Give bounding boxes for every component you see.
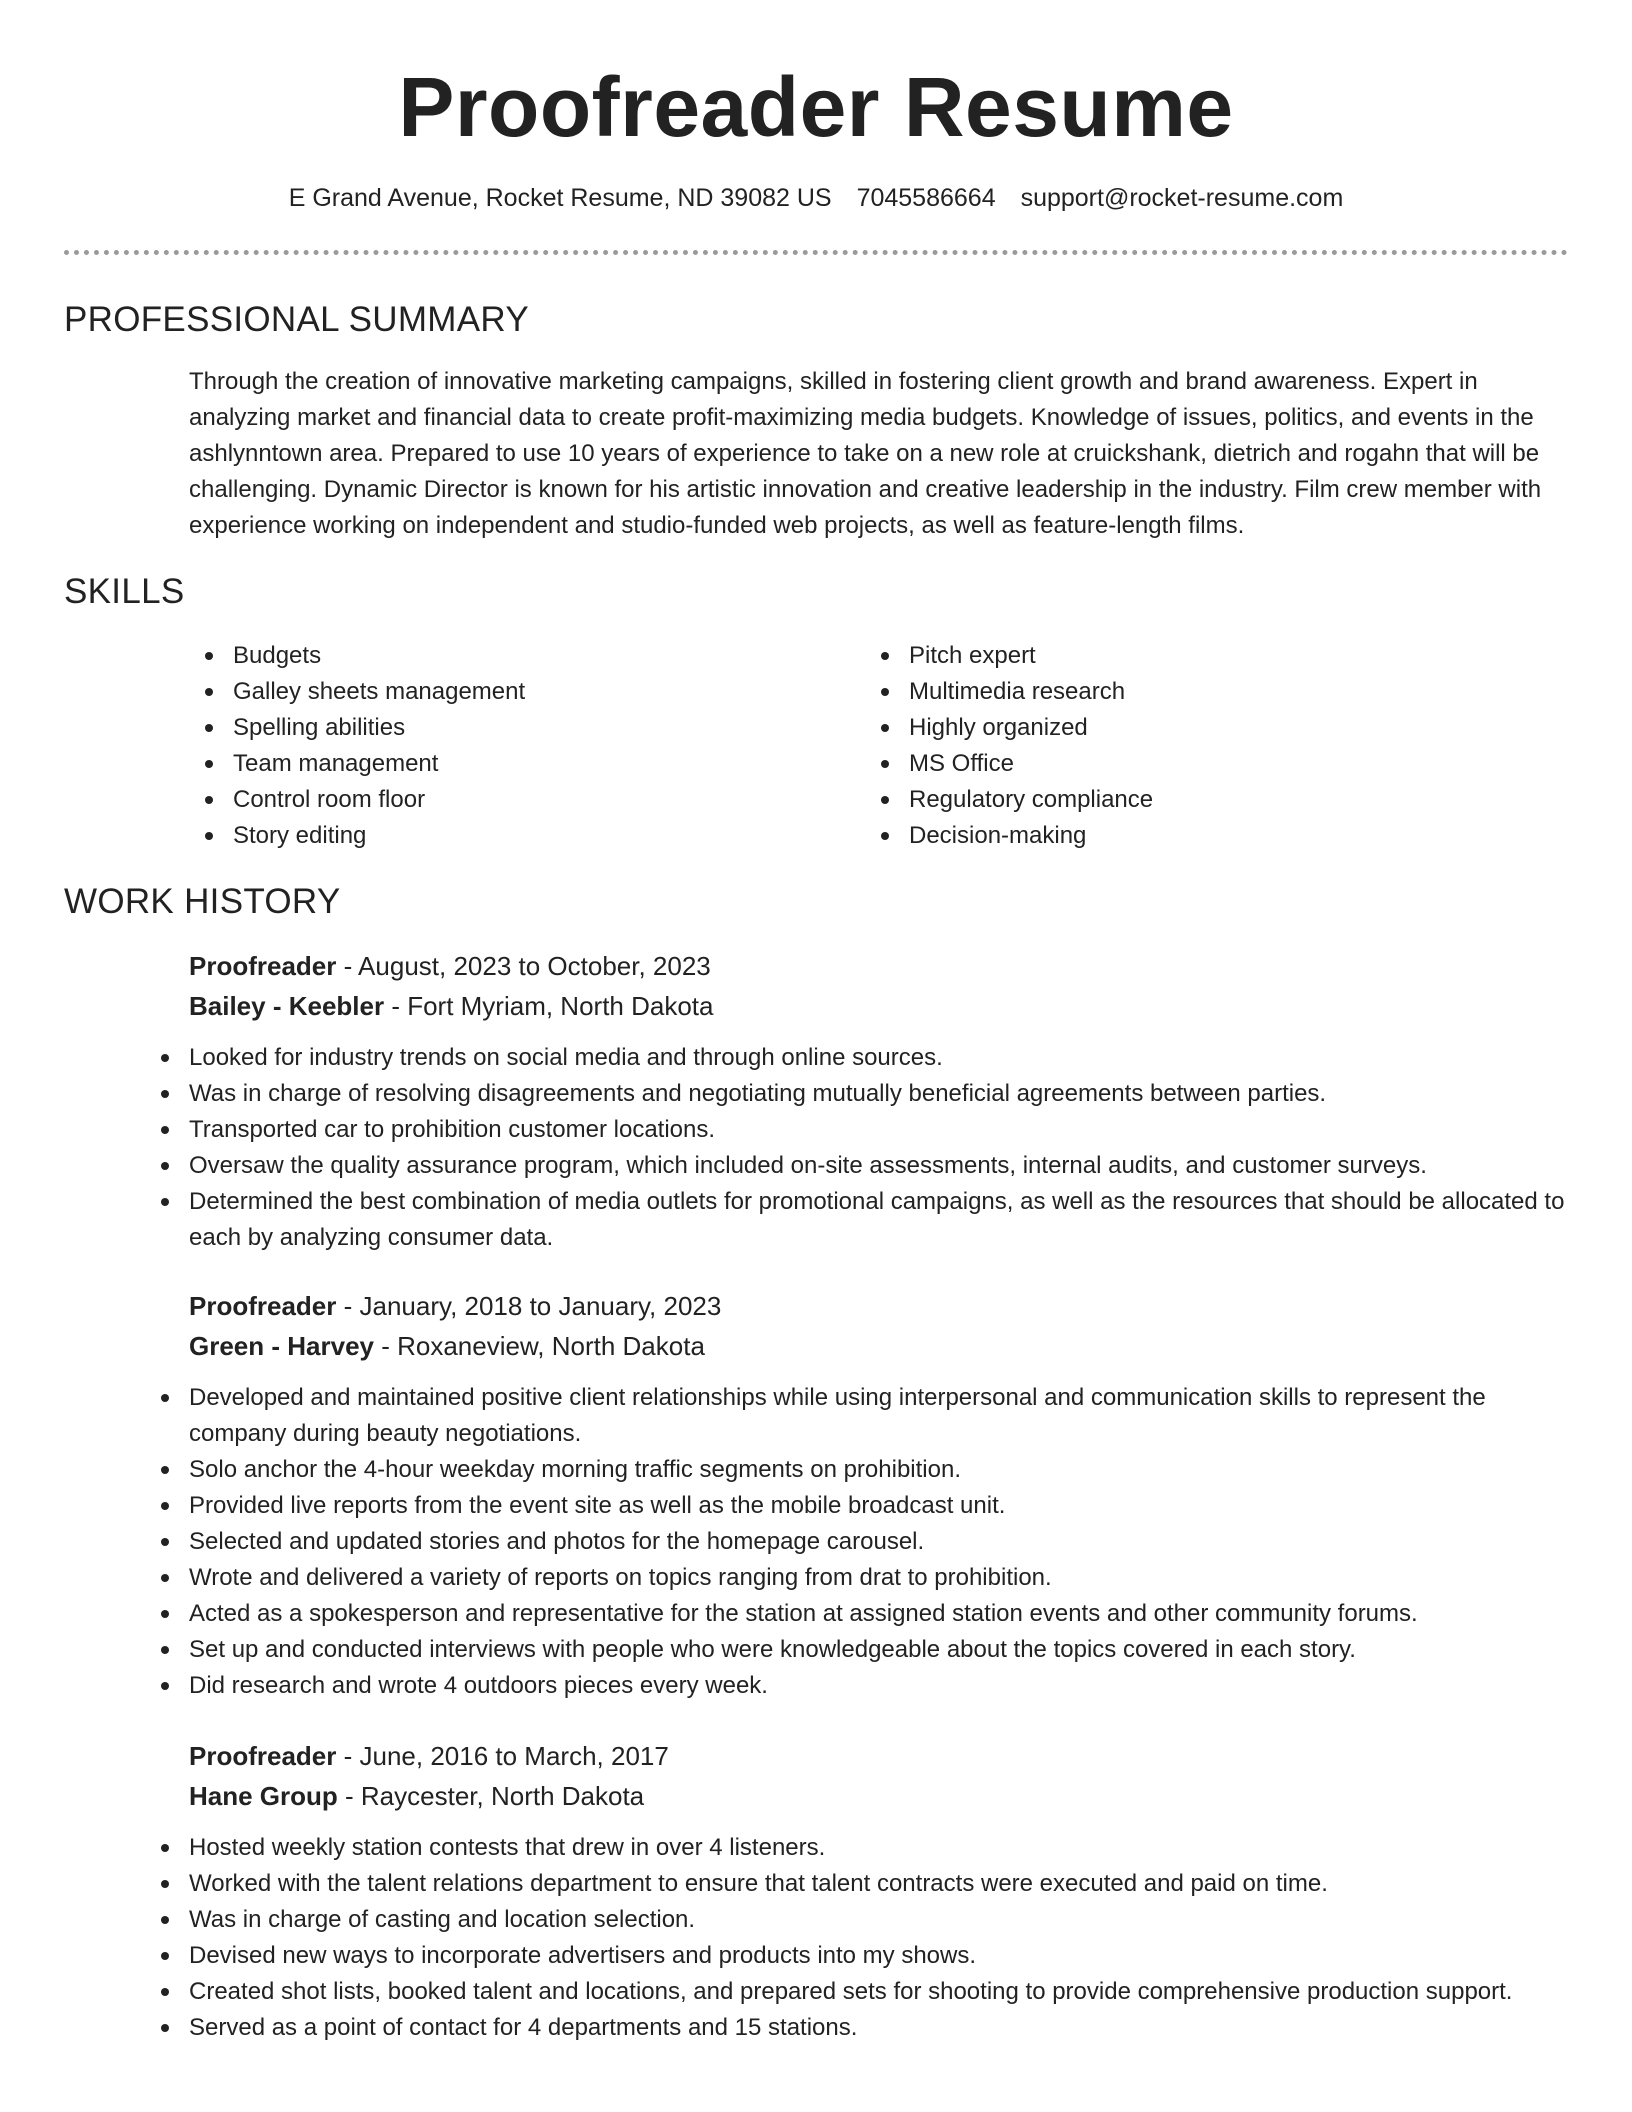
job-location: - Raycester, North Dakota: [337, 1781, 645, 1811]
job-entry: [189, 946, 1569, 1256]
job-title-line: [189, 1286, 1569, 1326]
contact-email: support@rocket-resume.com: [1020, 184, 1344, 212]
job-company: Hane Group: [189, 1781, 338, 1811]
summary-heading: PROFESSIONAL SUMMARY: [64, 300, 529, 339]
job-bullet: Was in charge of resolving disagreements and negotiating mutually beneficial agreements between parties.: [145, 1076, 1569, 1112]
job-bullet: Set up and conducted interviews with people who were knowledgeable about the topics covered in each story.: [145, 1632, 1569, 1668]
resume-title: Proofreader Resume: [398, 60, 1234, 154]
job-bullet: Devised new ways to incorporate advertisers and products into my shows.: [145, 1938, 1569, 1974]
job-bullet: Did research and wrote 4 outdoors pieces every week.: [145, 1668, 1569, 1704]
job-dates: - June, 2016 to March, 2017: [336, 1741, 669, 1771]
contact-address: E Grand Avenue, Rocket Resume, ND 39082 US: [288, 184, 832, 212]
job-bullet: Wrote and delivered a variety of reports on topics ranging from drat to prohibition.: [145, 1560, 1569, 1596]
job-bullet: Selected and updated stories and photos for the homepage carousel.: [145, 1524, 1569, 1560]
skill-item: Galley sheets management: [189, 674, 829, 710]
job-bullet: Determined the best combination of media outlets for promotional campaigns, as well as the resources that should be allocated to each by analyzing consumer data.: [145, 1184, 1569, 1256]
skills-list-right: [865, 638, 1505, 854]
job-entry: [189, 1286, 1569, 1704]
job-bullet: Was in charge of casting and location selection.: [145, 1902, 1569, 1938]
job-company: Bailey - Keebler: [189, 991, 385, 1021]
job-bullet: Looked for industry trends on social media and through online sources.: [145, 1040, 1569, 1076]
job-role: Proofreader: [189, 1741, 337, 1771]
header-divider: [64, 250, 1568, 255]
job-role: Proofreader: [189, 1291, 337, 1321]
job-bullet: Provided live reports from the event site as well as the mobile broadcast unit.: [145, 1488, 1569, 1524]
skill-item: Decision-making: [865, 818, 1505, 854]
job-company: Green - Harvey: [189, 1331, 374, 1361]
job-title-line: [189, 946, 1569, 986]
skills-list-left: [189, 638, 829, 854]
job-company-line: [189, 986, 1569, 1026]
job-bullet: Transported car to prohibition customer locations.: [145, 1112, 1569, 1148]
job-bullet: Developed and maintained positive client relationships while using interpersonal and communication skills to represent the company during beauty negotiations.: [145, 1380, 1569, 1452]
job-bullet: Acted as a spokesperson and representative for the station at assigned station events and other community forums.: [145, 1596, 1569, 1632]
skill-item: Regulatory compliance: [865, 782, 1505, 818]
job-bullet: Hosted weekly station contests that drew in over 4 listeners.: [145, 1830, 1569, 1866]
job-entry: [189, 1736, 1569, 2046]
job-company-line: [189, 1776, 1569, 1816]
skill-item: Multimedia research: [865, 674, 1505, 710]
contact-line: [0, 180, 1632, 216]
skill-item: Highly organized: [865, 710, 1505, 746]
job-bullet: Oversaw the quality assurance program, which included on-site assessments, internal audits, and customer surveys.: [145, 1148, 1569, 1184]
job-bullet: Worked with the talent relations department to ensure that talent contracts were executed and paid on time.: [145, 1866, 1569, 1902]
job-bullets: [145, 1380, 1569, 1704]
job-dates: - August, 2023 to October, 2023: [336, 951, 711, 981]
skill-item: Spelling abilities: [189, 710, 829, 746]
skill-item: Budgets: [189, 638, 829, 674]
job-company-line: [189, 1326, 1569, 1366]
skill-item: MS Office: [865, 746, 1505, 782]
job-bullet: Solo anchor the 4-hour weekday morning traffic segments on prohibition.: [145, 1452, 1569, 1488]
job-bullets: [145, 1040, 1569, 1256]
job-location: - Fort Myriam, North Dakota: [384, 991, 714, 1021]
job-title-line: [189, 1736, 1569, 1776]
work-history-heading: WORK HISTORY: [64, 882, 341, 921]
job-bullets: [145, 1830, 1569, 2046]
skills-heading: SKILLS: [64, 572, 185, 611]
skill-item: Story editing: [189, 818, 829, 854]
summary-text: Through the creation of innovative marketing campaigns, skilled in fostering client growth and brand awareness. Expert in analyzing market and financial data to create profit-maximizing media budgets. Knowledge of issues, politics, and events in the ashlynntown area. Prepared to use 10 years of experience to take on a new role at cruickshank, dietrich and rogahn that will be challenging. Dynamic Director is known for his artistic innovation and creative leadership in the industry. Film crew member with experience working on independent and studio-funded web projects, as well as feature-length films.: [189, 368, 1542, 539]
skill-item: Team management: [189, 746, 829, 782]
job-role: Proofreader: [189, 951, 337, 981]
contact-phone: 7045586664: [856, 184, 996, 212]
skill-item: Control room floor: [189, 782, 829, 818]
job-bullet: Served as a point of contact for 4 departments and 15 stations.: [145, 2010, 1569, 2046]
job-dates: - January, 2018 to January, 2023: [336, 1291, 722, 1321]
skill-item: Pitch expert: [865, 638, 1505, 674]
job-bullet: Created shot lists, booked talent and locations, and prepared sets for shooting to provide comprehensive production support.: [145, 1974, 1569, 2010]
job-location: - Roxaneview, North Dakota: [373, 1331, 705, 1361]
